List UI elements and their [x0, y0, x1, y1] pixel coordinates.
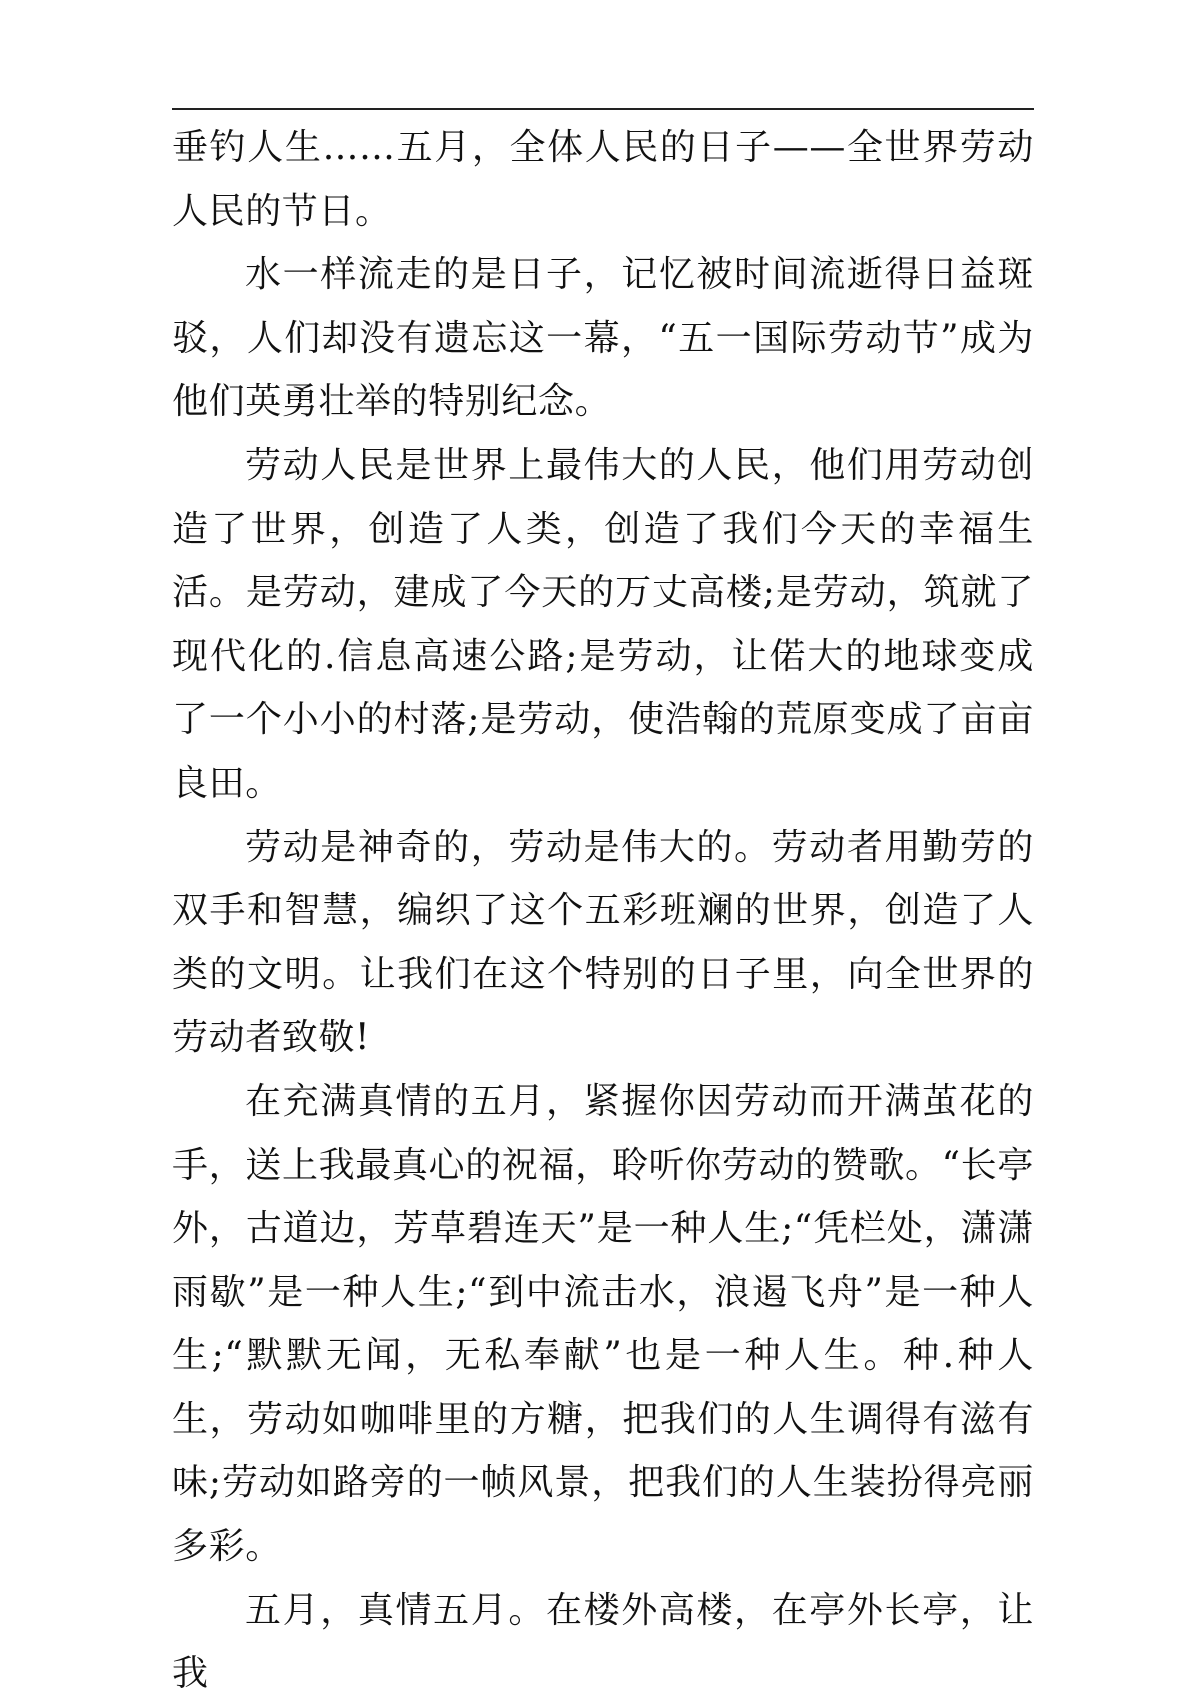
document-body — [172, 116, 1034, 1706]
paragraph-3: 劳动人民是世界上最伟大的人民，他们用劳动创造了世界，创造了人类，创造了我们今天的幸福生活。是劳动，建成了今天的万丈高楼;是劳动，筑就了现代化的.信息高速公路;是劳动，让偌大的地球变成了一个小小的村落;是劳动，使浩翰的荒原变成了亩亩良田。 — [172, 444, 1034, 804]
paragraph-2: 水一样流走的是日子，记忆被时间流逝得日益斑驳，人们却没有遗忘这一幕，“五一国际劳动节”成为他们英勇壮举的特别纪念。 — [172, 254, 1034, 423]
paragraph-1: 垂钓人生……五月，全体人民的日子——全世界劳动人民的节日。 — [172, 127, 1034, 232]
header-rule — [172, 108, 1034, 110]
paragraph-4: 劳动是神奇的，劳动是伟大的。劳动者用勤劳的双手和智慧，编织了这个五彩班斓的世界，创造了人类的文明。让我们在这个特别的日子里，向全世界的劳动者致敬! — [172, 826, 1034, 1059]
paragraph-5: 在充满真情的五月，紧握你因劳动而开满茧花的手，送上我最真心的祝福，聆听你劳动的赞歌。“长亭外，古道边，芳草碧连天”是一种人生;“凭栏处，潇潇雨歇”是一种人生;“到中流击水，浪遏飞舟”是一种人生;“默默无闻，无私奉献”也是一种人生。种.种人生，劳动如咖啡里的方糖，把我们的人生调得有滋有味;劳动如路旁的一帧风景，把我们的人生装扮得亮丽多彩。 — [172, 1080, 1034, 1568]
paragraph-6: 五月，真情五月。在楼外高楼，在亭外长亭，让我 — [172, 1589, 1034, 1695]
